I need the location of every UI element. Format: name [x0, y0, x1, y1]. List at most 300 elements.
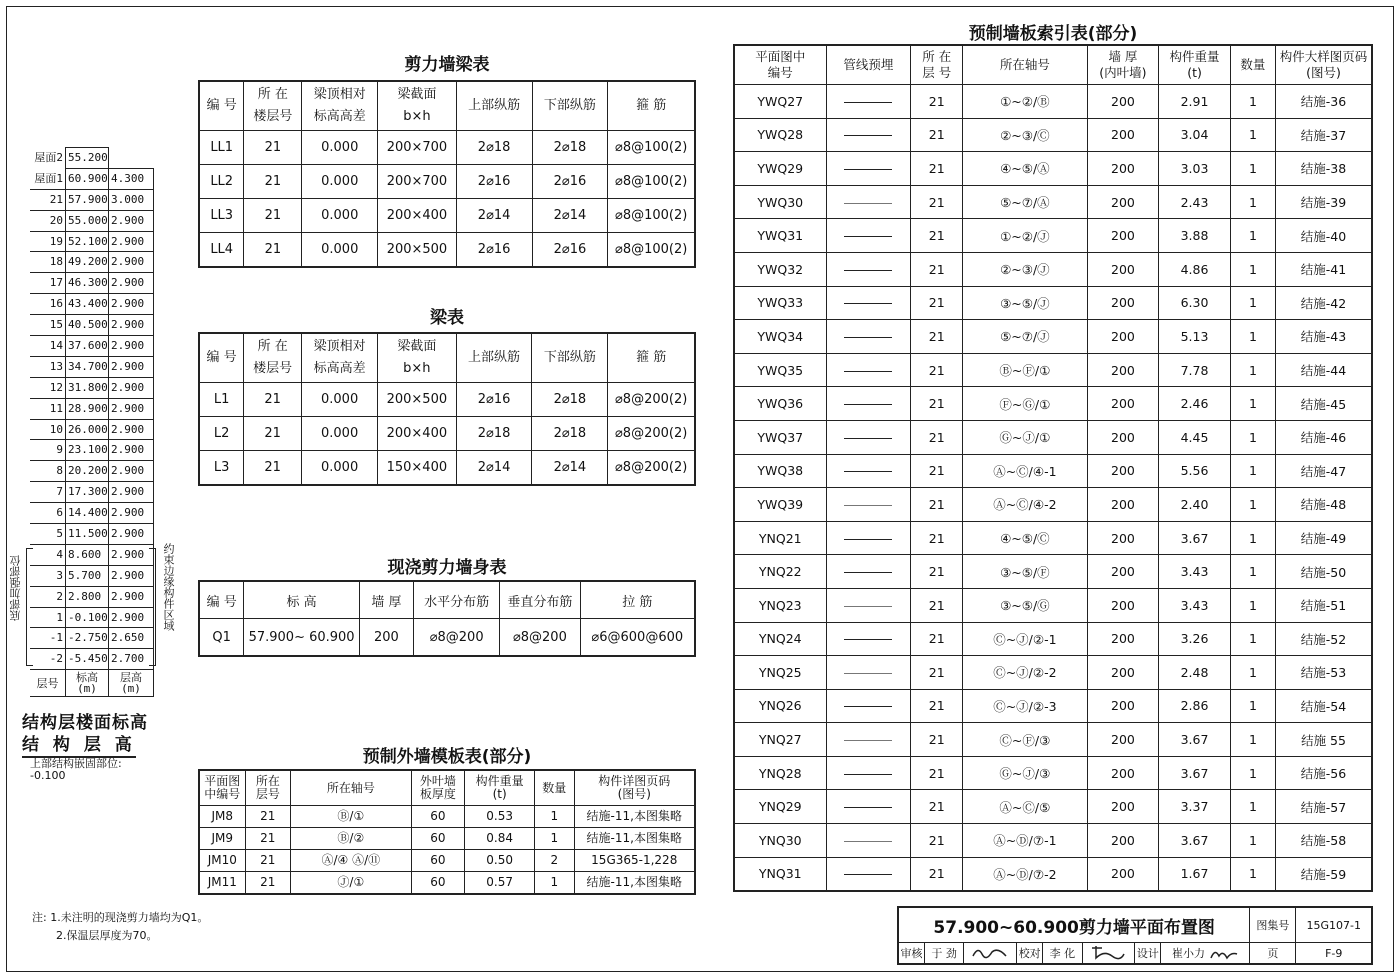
conduit-line: [844, 505, 892, 506]
elevation-row: [30, 210, 154, 231]
wall-thickness: 200: [1087, 85, 1159, 119]
axis-range: Ⓒ~Ⓕ/③: [963, 723, 1088, 757]
elevation-row: [30, 273, 154, 294]
quantity: 1: [1230, 353, 1275, 387]
beam-row: [199, 383, 695, 417]
ext-panel-cell: 结施-11,本图集略: [574, 828, 695, 850]
ext-panel-cell: 60: [411, 872, 465, 895]
wall-index-header-row: [734, 45, 1372, 85]
conduit-line: [844, 404, 892, 405]
wall-thickness: 200: [1087, 118, 1159, 152]
shear-beam-row: [199, 131, 695, 165]
quantity: 1: [1230, 790, 1275, 824]
panel-code: YNQ30: [734, 824, 826, 858]
beam-cell: 200×400: [378, 417, 457, 451]
quantity: 1: [1230, 824, 1275, 858]
wall-body-header: 水平分布筋: [414, 581, 500, 619]
elevation-header: 层高 (m): [109, 670, 154, 697]
axis-range: ⑤~⑦/Ⓐ: [963, 185, 1088, 219]
elevation-row: [30, 356, 154, 377]
floor-number: 21: [911, 555, 963, 589]
floor-height: 3.000: [109, 189, 154, 210]
beam-cell: 0.000: [302, 451, 378, 486]
wall-body-header: 拉 筋: [580, 581, 695, 619]
wall-index-row: [734, 219, 1372, 253]
quantity: 1: [1230, 756, 1275, 790]
axis-range: Ⓐ~Ⓒ/④-1: [963, 454, 1088, 488]
conduit-line-cell: [826, 85, 911, 119]
elevation-row: [30, 544, 154, 565]
shear-beam-cell: 0.000: [302, 131, 378, 165]
elevation-row: [30, 315, 154, 336]
floor-height: 2.900: [109, 586, 154, 607]
floor-height: 2.900: [109, 336, 154, 357]
ext-panel-cell: 60: [411, 850, 465, 872]
floor-number: 15: [30, 315, 66, 336]
axis-range: Ⓒ~Ⓙ/②-1: [963, 622, 1088, 656]
axis-range: ③~⑤/Ⓕ: [963, 555, 1088, 589]
floor-number: 21: [911, 118, 963, 152]
floor-height: 4.300: [109, 168, 154, 189]
floor-number: 21: [911, 85, 963, 119]
panel-weight: 2.91: [1159, 85, 1231, 119]
floor-elevation: 55.000: [66, 210, 109, 231]
panel-code: YWQ29: [734, 152, 826, 186]
wall-body-cell: 200: [359, 619, 413, 657]
shear-beam-header: 上部纵筋: [456, 81, 532, 131]
axis-range: ②~③/Ⓙ: [963, 252, 1088, 286]
shear-beam-cell: 0.000: [302, 165, 378, 199]
beam-cell: ⌀8@200(2): [608, 451, 695, 486]
floor-height: 2.900: [109, 419, 154, 440]
panel-code: YWQ36: [734, 387, 826, 421]
panel-code: YNQ29: [734, 790, 826, 824]
shear-beam-cell: 200×500: [378, 233, 457, 268]
axis-range: ⑤~⑦/Ⓙ: [963, 320, 1088, 354]
axis-range: Ⓒ~Ⓙ/②-3: [963, 689, 1088, 723]
quantity: 1: [1230, 521, 1275, 555]
detail-page: 结施-57: [1276, 790, 1372, 824]
panel-code: YWQ27: [734, 85, 826, 119]
detail-page: 结施-56: [1276, 756, 1372, 790]
quantity: 1: [1230, 588, 1275, 622]
wall-index-row: [734, 555, 1372, 589]
quantity: 1: [1230, 387, 1275, 421]
elevation-row: [30, 524, 154, 545]
wall-thickness: 200: [1087, 723, 1159, 757]
floor-number: 屋面2: [34, 150, 63, 164]
floor-elevation: 46.300: [66, 273, 109, 294]
beam-cell: 0.000: [302, 383, 378, 417]
panel-weight: 5.13: [1159, 320, 1231, 354]
beam-row: [199, 451, 695, 486]
elevation-title-2: 结 构 层 高: [22, 730, 136, 758]
wall-thickness: 200: [1087, 521, 1159, 555]
panel-weight: 2.43: [1159, 185, 1231, 219]
shear-beam-header: 梁顶相对 标高高差: [302, 81, 378, 131]
checker-signature: [1082, 943, 1135, 965]
axis-range: Ⓑ~Ⓕ/①: [963, 353, 1088, 387]
conduit-line-cell: [826, 790, 911, 824]
shear-beam-cell: 2⌀14: [532, 199, 608, 233]
drawing-title: 57.900~60.900剪力墙平面布置图: [898, 907, 1250, 943]
detail-page: 结施-47: [1276, 454, 1372, 488]
quantity: 1: [1230, 85, 1275, 119]
wall-index-header: 所 在 层 号: [911, 45, 963, 85]
floor-number: 1: [30, 607, 66, 628]
floor-number: 21: [911, 790, 963, 824]
wall-index-row: [734, 756, 1372, 790]
wall-thickness: 200: [1087, 756, 1159, 790]
shear-beam-cell: 2⌀16: [456, 165, 532, 199]
floor-elevation: 20.200: [66, 461, 109, 482]
bottom-strengthened-bracket: [26, 548, 33, 666]
beam-cell: 2⌀18: [456, 417, 532, 451]
floor-number: -2: [30, 649, 66, 670]
beam-header-row: [199, 333, 695, 383]
wall-thickness: 200: [1087, 857, 1159, 891]
wall-body-header: 编 号: [199, 581, 244, 619]
beam-header: 所 在 楼层号: [244, 333, 302, 383]
detail-page: 结施-42: [1276, 286, 1372, 320]
ext-panel-cell: 0.50: [465, 850, 535, 872]
design-label: 设计: [1135, 943, 1161, 965]
shear-beam-cell: LL4: [199, 233, 244, 268]
wall-thickness: 200: [1087, 286, 1159, 320]
detail-page: 结施-50: [1276, 555, 1372, 589]
floor-height: 2.900: [109, 252, 154, 273]
wall-thickness: 200: [1087, 353, 1159, 387]
ext-panel-table: [198, 769, 696, 895]
floor-elevation: 37.600: [66, 336, 109, 357]
floor-height: 2.900: [109, 273, 154, 294]
wall-body-cell: ⌀6@600@600: [580, 619, 695, 657]
panel-code: YWQ34: [734, 320, 826, 354]
detail-page: 结施-39: [1276, 185, 1372, 219]
ext-panel-cell: 1: [535, 828, 574, 850]
conduit-line-cell: [826, 286, 911, 320]
conduit-line: [844, 438, 892, 439]
wall-index-row: [734, 454, 1372, 488]
panel-code: YNQ26: [734, 689, 826, 723]
detail-page: 结施-43: [1276, 320, 1372, 354]
ext-panel-table-title: 预制外墙模板表(部分): [362, 747, 532, 767]
wall-index-header: 管线预埋: [826, 45, 911, 85]
elevation-header: 标高 (m): [66, 670, 109, 697]
elevation-row: [30, 482, 154, 503]
floor-elevation: 31.800: [66, 377, 109, 398]
floor-number: 21: [911, 320, 963, 354]
detail-page: 结施-41: [1276, 252, 1372, 286]
elevation-row: [30, 377, 154, 398]
floor-height: 2.900: [109, 440, 154, 461]
floor-elevation: -0.100: [66, 607, 109, 628]
floor-height: 2.900: [109, 398, 154, 419]
floor-elevation: 23.100: [66, 440, 109, 461]
ext-panel-cell: JM9: [199, 828, 245, 850]
wall-index-table-title: 预制墙板索引表(部分): [968, 24, 1138, 44]
elevation-row: [30, 440, 154, 461]
beam-cell: ⌀8@200(2): [608, 417, 695, 451]
detail-page: 结施-52: [1276, 622, 1372, 656]
ext-panel-header: 外叶墙 板厚度: [411, 770, 465, 806]
axis-range: Ⓐ~Ⓒ/⑤: [963, 790, 1088, 824]
shear-beam-header-row: [199, 81, 695, 131]
axis-range: ③~⑤/Ⓖ: [963, 588, 1088, 622]
wall-index-row: [734, 185, 1372, 219]
wall-index-row: [734, 857, 1372, 891]
floor-elevation: 52.100: [66, 231, 109, 252]
ext-panel-cell: 2: [535, 850, 574, 872]
bottom-strengthened-label: 底部加强部位: [9, 555, 22, 621]
wall-thickness: 200: [1087, 387, 1159, 421]
note-line-2: 2.保温层厚度为70。: [56, 929, 158, 942]
floor-number: 21: [911, 286, 963, 320]
beam-cell: 2⌀16: [456, 383, 532, 417]
wall-index-row: [734, 118, 1372, 152]
panel-weight: 5.56: [1159, 454, 1231, 488]
panel-weight: 6.30: [1159, 286, 1231, 320]
floor-height: 2.900: [109, 294, 154, 315]
quantity: 1: [1230, 689, 1275, 723]
wall-index-row: [734, 488, 1372, 522]
ext-panel-cell: Ⓑ/②: [291, 828, 411, 850]
wall-index-row: [734, 689, 1372, 723]
constraint-edge-bracket: [149, 548, 156, 666]
conduit-line-cell: [826, 252, 911, 286]
panel-code: YWQ35: [734, 353, 826, 387]
ext-panel-cell: 结施-11,本图集略: [574, 872, 695, 895]
axis-range: Ⓒ~Ⓙ/②-2: [963, 656, 1088, 690]
wall-thickness: 200: [1087, 185, 1159, 219]
shear-beam-cell: 2⌀18: [532, 131, 608, 165]
floor-number: 21: [911, 454, 963, 488]
axis-range: Ⓕ~Ⓖ/①: [963, 387, 1088, 421]
elevation-row: [30, 189, 154, 210]
beam-cell: 0.000: [302, 417, 378, 451]
axis-range: Ⓖ~Ⓙ/①: [963, 420, 1088, 454]
ext-panel-header: 所在 层号: [245, 770, 291, 806]
conduit-line: [844, 371, 892, 372]
elevation-row: [30, 398, 154, 419]
beam-cell: 21: [244, 451, 302, 486]
floor-number: 14: [30, 336, 66, 357]
wall-index-row: [734, 152, 1372, 186]
elevation-title-1: 结构层楼面标高: [22, 713, 148, 733]
detail-page: 结施-37: [1276, 118, 1372, 152]
wall-index-row: [734, 588, 1372, 622]
review-label: 审核: [898, 943, 924, 965]
wall-index-row: [734, 622, 1372, 656]
axis-range: ④~⑤/Ⓐ: [963, 152, 1088, 186]
conduit-line: [844, 606, 892, 607]
floor-number: 4: [30, 544, 66, 565]
floor-elevation: 2.800: [66, 586, 109, 607]
conduit-line-cell: [826, 857, 911, 891]
axis-range: Ⓖ~Ⓙ/③: [963, 756, 1088, 790]
floor-height: 2.900: [109, 565, 154, 586]
floor-number: 21: [911, 185, 963, 219]
ext-panel-cell: JM10: [199, 850, 245, 872]
axis-range: ④~⑤/Ⓒ: [963, 521, 1088, 555]
axis-range: ①~②/Ⓑ: [963, 85, 1088, 119]
floor-elevation: 11.500: [66, 524, 109, 545]
ext-panel-cell: 0.53: [465, 806, 535, 828]
beam-header: 箍 筋: [608, 333, 695, 383]
shear-beam-row: [199, 165, 695, 199]
floor-number: 5: [30, 524, 66, 545]
conduit-line-cell: [826, 588, 911, 622]
elevation-row: [30, 148, 154, 169]
floor-elevation: 26.000: [66, 419, 109, 440]
ext-panel-cell: 1: [535, 872, 574, 895]
wall-thickness: 200: [1087, 252, 1159, 286]
wall-thickness: 200: [1087, 152, 1159, 186]
beam-cell: 21: [244, 417, 302, 451]
quantity: 1: [1230, 252, 1275, 286]
conduit-line: [844, 774, 892, 775]
detail-page: 结施-48: [1276, 488, 1372, 522]
ext-panel-cell: Ⓙ/①: [291, 872, 411, 895]
ext-panel-cell: JM8: [199, 806, 245, 828]
quantity: 1: [1230, 723, 1275, 757]
panel-weight: 4.86: [1159, 252, 1231, 286]
ext-panel-cell: 60: [411, 806, 465, 828]
panel-code: YNQ21: [734, 521, 826, 555]
floor-elevation: 28.900: [66, 398, 109, 419]
floor-number: 21: [911, 252, 963, 286]
designer-cell: [1161, 943, 1250, 965]
ext-panel-header-row: [199, 770, 695, 806]
conduit-line-cell: [826, 756, 911, 790]
wall-body-header-row: [199, 581, 695, 619]
elevation-row: [30, 586, 154, 607]
shear-beam-header: 梁截面 b×h: [378, 81, 457, 131]
wall-index-row: [734, 420, 1372, 454]
wall-thickness: 200: [1087, 622, 1159, 656]
shear-beam-cell: ⌀8@100(2): [608, 165, 695, 199]
beam-row: [199, 417, 695, 451]
floor-number: 21: [911, 756, 963, 790]
floor-number: 8: [30, 461, 66, 482]
wall-index-table: [733, 44, 1373, 892]
detail-page: 结施-40: [1276, 219, 1372, 253]
ext-panel-cell: 21: [245, 828, 291, 850]
shear-beam-cell: ⌀8@100(2): [608, 131, 695, 165]
wall-body-table: [198, 580, 696, 657]
page-label: 页: [1250, 943, 1296, 965]
detail-page: 结施-51: [1276, 588, 1372, 622]
elevation-row: [30, 565, 154, 586]
panel-code: YNQ23: [734, 588, 826, 622]
shear-beam-cell: 200×700: [378, 165, 457, 199]
shear-beam-cell: LL3: [199, 199, 244, 233]
detail-page: 结施 55: [1276, 723, 1372, 757]
shear-beam-cell: 21: [244, 131, 302, 165]
floor-elevation: 60.900: [66, 168, 109, 189]
beam-cell: 2⌀18: [532, 417, 608, 451]
floor-elevation: 14.400: [66, 503, 109, 524]
title-block: [897, 906, 1373, 965]
floor-number: 13: [30, 356, 66, 377]
elevation-row: [30, 294, 154, 315]
panel-weight: 3.43: [1159, 555, 1231, 589]
check-label: 校对: [1017, 943, 1043, 965]
elevation-row: [30, 231, 154, 252]
floor-elevation: 17.300: [66, 482, 109, 503]
wall-body-cell: Q1: [199, 619, 244, 657]
wall-thickness: 200: [1087, 219, 1159, 253]
wall-index-row: [734, 387, 1372, 421]
floor-number: 21: [911, 588, 963, 622]
quantity: 1: [1230, 286, 1275, 320]
floor-number: 21: [911, 857, 963, 891]
wall-body-header: 垂直分布筋: [500, 581, 580, 619]
panel-code: YNQ22: [734, 555, 826, 589]
shear-beam-cell: 0.000: [302, 233, 378, 268]
shear-beam-header: 箍 筋: [608, 81, 695, 131]
floor-elevation: 34.700: [66, 356, 109, 377]
floor-height: 2.900: [109, 482, 154, 503]
wall-index-row: [734, 320, 1372, 354]
floor-number: 6: [30, 503, 66, 524]
atlas-label: 图集号: [1250, 907, 1296, 943]
panel-code: YWQ31: [734, 219, 826, 253]
quantity: 1: [1230, 118, 1275, 152]
wall-thickness: 200: [1087, 555, 1159, 589]
conduit-line: [844, 807, 892, 808]
elevation-header: 层号: [30, 670, 66, 697]
panel-weight: 3.37: [1159, 790, 1231, 824]
conduit-line-cell: [826, 521, 911, 555]
quantity: 1: [1230, 622, 1275, 656]
quantity: 1: [1230, 420, 1275, 454]
floor-number: 16: [30, 294, 66, 315]
ext-panel-cell: Ⓐ/④ Ⓐ/⑪: [291, 850, 411, 872]
conduit-line-cell: [826, 118, 911, 152]
beam-cell: 150×400: [378, 451, 457, 486]
conduit-line: [844, 539, 892, 540]
wall-body-row: [199, 619, 695, 657]
floor-height: 2.900: [109, 315, 154, 336]
floor-number: 18: [30, 252, 66, 273]
ext-panel-cell: 结施-11,本图集略: [574, 806, 695, 828]
conduit-line: [844, 572, 892, 573]
conduit-line: [844, 841, 892, 842]
panel-weight: 7.78: [1159, 353, 1231, 387]
shear-beam-cell: 0.000: [302, 199, 378, 233]
shear-beam-cell: LL1: [199, 131, 244, 165]
beam-cell: 2⌀14: [532, 451, 608, 486]
wall-index-row: [734, 656, 1372, 690]
wall-thickness: 200: [1087, 454, 1159, 488]
conduit-line-cell: [826, 689, 911, 723]
ext-panel-cell: 1: [535, 806, 574, 828]
conduit-line-cell: [826, 387, 911, 421]
quantity: 1: [1230, 320, 1275, 354]
shear-beam-header: 下部纵筋: [532, 81, 608, 131]
conduit-line: [844, 135, 892, 136]
elevation-row: [30, 336, 154, 357]
axis-range: ②~③/Ⓒ: [963, 118, 1088, 152]
floor-number: 21: [911, 689, 963, 723]
wall-body-cell: ⌀8@200: [500, 619, 580, 657]
detail-page: 结施-54: [1276, 689, 1372, 723]
elevation-row: [30, 607, 154, 628]
floor-number: 21: [911, 152, 963, 186]
beam-cell: 2⌀14: [456, 451, 532, 486]
quantity: 1: [1230, 152, 1275, 186]
